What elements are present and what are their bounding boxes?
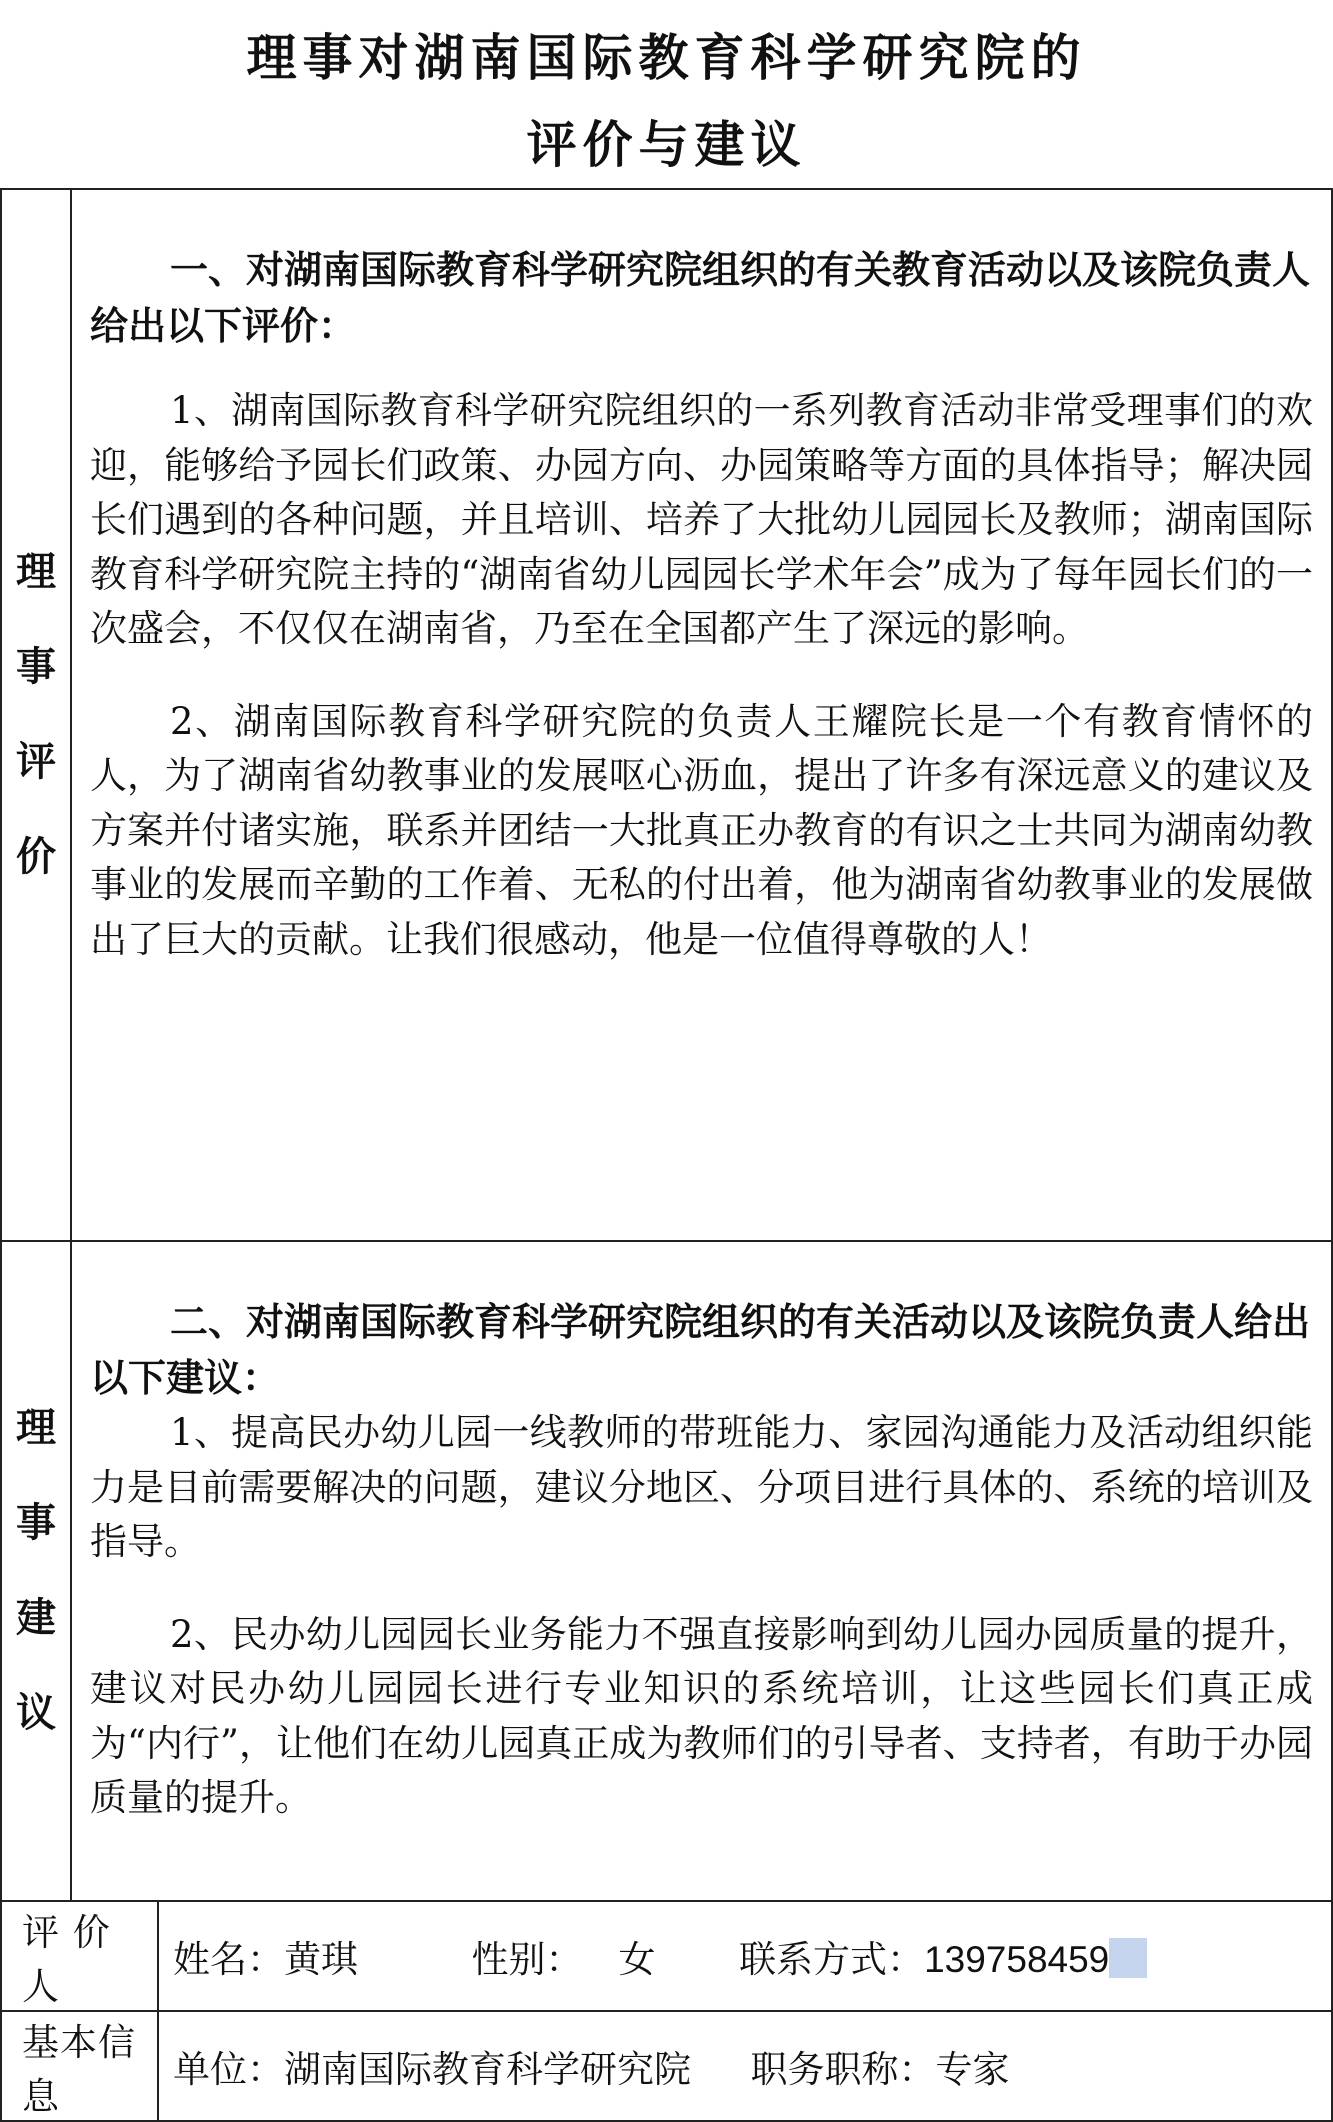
name-value: 黄琪: [284, 1938, 358, 1981]
suggestion-content: [71, 1241, 1332, 1901]
evaluation-row: [1, 189, 1332, 1241]
info-row-1: [1, 1901, 1332, 2011]
evaluation-content: [71, 189, 1332, 1241]
unit-value: 湖南国际教育科学研究院: [284, 2048, 691, 2091]
suggestion-paragraph-1: 1、提高民办幼儿园一线教师的带班能力、家园沟通能力及活动组织能力是目前需要解决的问题，建议分地区、分项目进行具体的、系统的培训及指导。: [90, 1411, 1313, 1563]
unit-label: 单位：: [173, 2048, 284, 2091]
info-row-2: [1, 2011, 1332, 2121]
page-title-line-2: 评价与建议: [526, 116, 807, 174]
contact-value: 139758459: [924, 1939, 1110, 1980]
evaluation-paragraph-1: 1、湖南国际教育科学研究院组织的一系列教育活动非常受理事们的欢迎，能够给予园长们政策、办园方向、办园策略等方面的具体指导；解决园长们遇到的各种问题，并且培训、培养了大批幼儿园园长及教师；湖南国际教育科学研究院主持的“湖南省幼儿园园长学术年会”成为了每年园长们的一次盛会，不仅仅在湖南省，乃至在全国都产生了深远的影响。: [90, 389, 1313, 650]
suggestion-paragraph-2: 2、民办幼儿园园长业务能力不强直接影响到幼儿园办园质量的提升，建议对民办幼儿园园长进行专业知识的系统培训，让这些园长们真正成为“内行”，让他们在幼儿园真正成为教师们的引导者、支持者，有助于办园质量的提升。: [90, 1612, 1313, 1819]
position-value: 专家: [935, 2048, 1010, 2091]
name-label: 姓名：: [173, 1938, 284, 1981]
redaction-mark: [1109, 1938, 1147, 1978]
gender-label: 性别：: [471, 1938, 583, 1981]
suggestion-heading: 二、对湖南国际教育科学研究院组织的有关活动以及该院负责人给出以下建议：: [90, 1300, 1311, 1400]
info-label-line-2: 基本信息: [1, 2011, 158, 2121]
evaluation-heading: 一、对湖南国际教育科学研究院组织的有关教育活动以及该院负责人给出以下评价：: [90, 248, 1311, 348]
suggestion-row: [1, 1241, 1332, 1901]
info-unit: [158, 2011, 1332, 2121]
evaluation-paragraph-2: 2、湖南国际教育科学研究院的负责人王耀院长是一个有教育情怀的人，为了湖南省幼教事业的发展呕心沥血，提出了许多有深远意义的建议及方案并付诸实施，联系并团结一大批真正办教育的有识之士共同为湖南幼教事业的发展而辛勤的工作着、无私的付出着，他为湖南省幼教事业的发展做出了巨大的贡献。让我们很感动，他是一位值得尊敬的人！: [90, 699, 1313, 961]
position-label: 职务职称：: [750, 2048, 936, 2091]
page-title-line-1: 理事对湖南国际教育科学研究院的: [246, 29, 1087, 87]
evaluation-side-label: 理 事 评 价: [1, 189, 71, 1241]
info-personal: [158, 1901, 1332, 2011]
gender-value: 女: [618, 1938, 656, 1981]
contact-label: 联系方式：: [739, 1938, 925, 1981]
suggestion-side-label: 理 事 建 议: [1, 1241, 71, 1901]
info-label-line-1: 评 价 人: [1, 1901, 158, 2011]
evaluation-form-table: [0, 188, 1333, 2122]
